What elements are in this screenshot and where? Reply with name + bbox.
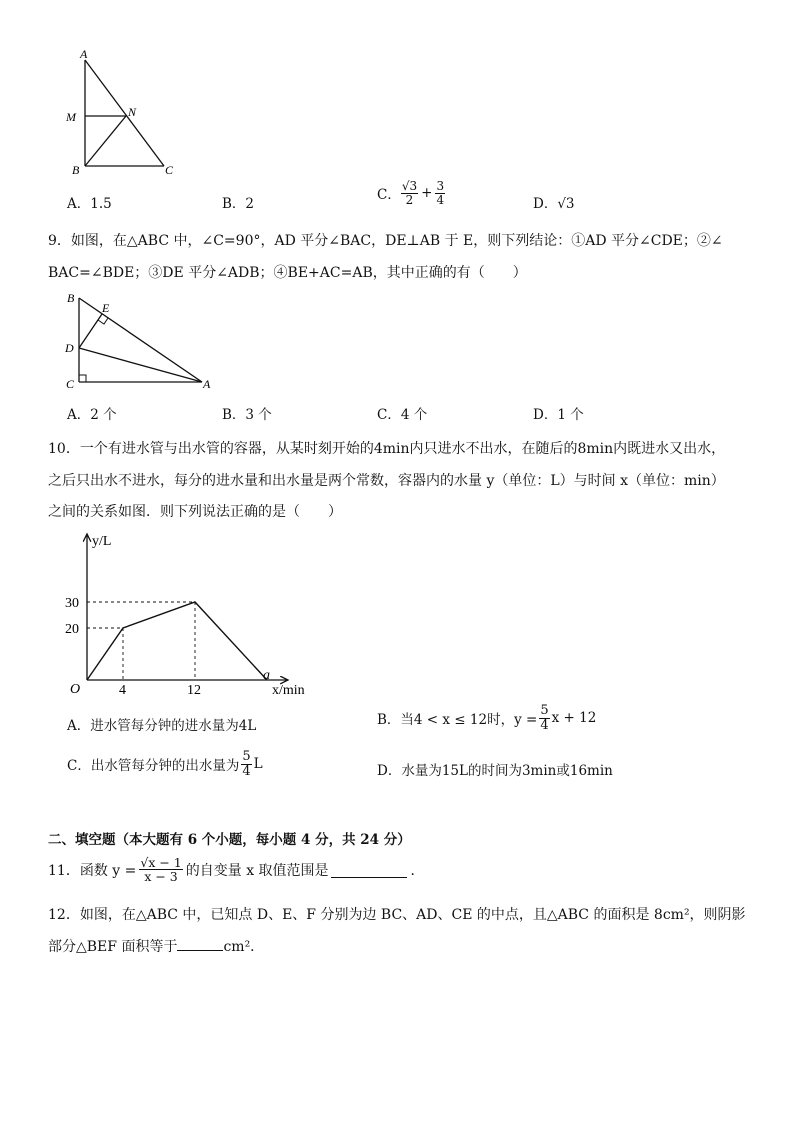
frac2-den: 4: [436, 192, 445, 207]
label-B: B: [67, 291, 75, 305]
q8-option-a[interactable]: [67, 192, 112, 212]
y-axis-label: y/L: [92, 534, 112, 549]
label-C: C: [165, 163, 174, 177]
section-heading: 二、填空题（本大题有 6 个小题，每小题 4 分，共 24 分）: [48, 832, 411, 848]
label-N: N: [128, 105, 137, 119]
q8-option-c-prefix: C．: [377, 187, 401, 204]
b-frac-num: 5: [540, 703, 549, 718]
q8-option-d-sqrt: √3: [557, 196, 575, 212]
q8-option-b[interactable]: [222, 192, 254, 212]
y-tick-label: 30: [65, 596, 79, 611]
q8-option-c[interactable]: [377, 180, 445, 206]
q10-option-d-text: D．水量为15L的时间为3min或16min: [377, 763, 613, 779]
q9-option-d-text: D．1 个: [533, 407, 584, 423]
label-B: B: [72, 163, 80, 177]
label-C: C: [66, 377, 75, 391]
q8-figure: [60, 44, 190, 180]
frac1-den: 2: [405, 192, 414, 207]
q12-line2-prefix: 部分△BEF 面积等于: [48, 939, 178, 955]
right-angle-C: [79, 375, 86, 382]
q11-prefix: 11．函数 y =: [48, 862, 137, 879]
right-angle-E: [98, 318, 108, 324]
q10-option-c[interactable]: [67, 750, 263, 778]
origin-label: O: [70, 682, 81, 697]
q12-line2-suffix: cm²．: [223, 939, 265, 955]
q8-option-c-plus: +: [421, 185, 433, 202]
q9-text-line2: BAC=∠BDE；③DE 平分∠ADB；④BE+AC=AB，其中正确的有（ ）: [48, 265, 527, 281]
x-tick-label: 4: [119, 683, 126, 698]
q10-option-b-prefix: B．当4 < x ≤ 12时，y =: [377, 712, 538, 729]
series-line: [87, 602, 267, 680]
q8-option-b-text: B．2: [222, 196, 255, 212]
q10-option-b-suffix: x + 12: [551, 710, 597, 727]
q11-answer-blank[interactable]: [331, 861, 407, 878]
q10-text-line1: 10．一个有进水管与出水管的容器，从某时刻开始的4min内只进水不出水，在随后的8min内既进水又出水，: [48, 441, 726, 457]
q10-option-c-suffix: L: [253, 756, 263, 773]
q8-option-d[interactable]: [533, 192, 575, 212]
q9-option-c[interactable]: [377, 403, 427, 423]
y-tick-label: 20: [65, 622, 79, 637]
segment-AB: [79, 298, 202, 382]
q11: [48, 856, 425, 883]
q8-option-c-frac2: [435, 180, 445, 206]
q10-chart: [60, 528, 330, 704]
q11-num: √x − 1: [140, 855, 182, 870]
frac2-num: 3: [436, 179, 445, 193]
segment-BN: [85, 116, 126, 166]
b-frac-den: 4: [540, 717, 549, 733]
q10-option-c-frac: [241, 750, 251, 778]
segment-AC: [85, 60, 164, 166]
frac1-num: √3: [401, 179, 418, 193]
q12-text-line2: [48, 936, 264, 956]
q10-option-b[interactable]: [377, 704, 596, 732]
label-A: A: [203, 377, 211, 391]
c-frac-den: 4: [242, 763, 251, 779]
label-D: D: [65, 341, 74, 355]
label-A: A: [80, 47, 88, 61]
q11-suffix: 的自变量 x 取值范围是: [185, 862, 329, 879]
q9-figure: [62, 290, 222, 394]
x-tick-label: a: [263, 668, 270, 683]
q11-end: ．: [410, 862, 425, 879]
q10-option-a-text: A．进水管每分钟的进水量为4L: [67, 718, 257, 734]
q9-option-a[interactable]: [67, 403, 117, 423]
q11-frac: [139, 856, 182, 883]
q9-text-line1: 9．如图，在△ABC 中，∠C=90°，AD 平分∠BAC，DE⊥AB 于 E，则下列结论：①AD 平分∠CDE；②∠: [48, 233, 723, 249]
x-tick-label: 12: [187, 683, 201, 698]
q11-den: x − 3: [144, 869, 178, 885]
q10-option-a[interactable]: [67, 714, 256, 734]
segment-AD: [79, 348, 202, 382]
q9-option-c-text: C．4 个: [377, 407, 428, 423]
label-M: M: [66, 110, 76, 124]
q8-option-c-frac1: [401, 180, 418, 206]
q8-option-d-prefix: D．: [533, 196, 558, 212]
q8-option-a-text: A．1.5: [67, 196, 112, 212]
q12-answer-blank[interactable]: [177, 936, 223, 951]
q9-option-a-text: A．2 个: [67, 407, 117, 423]
q9-option-b-text: B．3 个: [222, 407, 272, 423]
q10-text-line3: 之间的关系如图．则下列说法正确的是（ ）: [48, 504, 342, 520]
label-E: E: [102, 301, 110, 315]
q10-option-d[interactable]: [377, 759, 613, 779]
q10-option-c-prefix: C．出水管每分钟的出水量为: [67, 758, 240, 775]
c-frac-num: 5: [242, 749, 251, 764]
q9-option-b[interactable]: [222, 403, 272, 423]
q9-option-d[interactable]: [533, 403, 584, 423]
segment-DE: [79, 314, 102, 348]
x-axis-label: x/min: [272, 683, 305, 698]
q10-option-b-frac: [539, 704, 549, 732]
q10-text-line2: 之后只出水不进水，每分的进水量和出水量是两个常数，容器内的水量 y（单位：L）与时间 x（单位：min）: [48, 473, 725, 489]
q12-text-line1: 12．如图，在△ABC 中，已知点 D、E、F 分别为边 BC、AD、CE 的中点，且△ABC 的面积是 8cm²，则阴影: [48, 907, 746, 923]
